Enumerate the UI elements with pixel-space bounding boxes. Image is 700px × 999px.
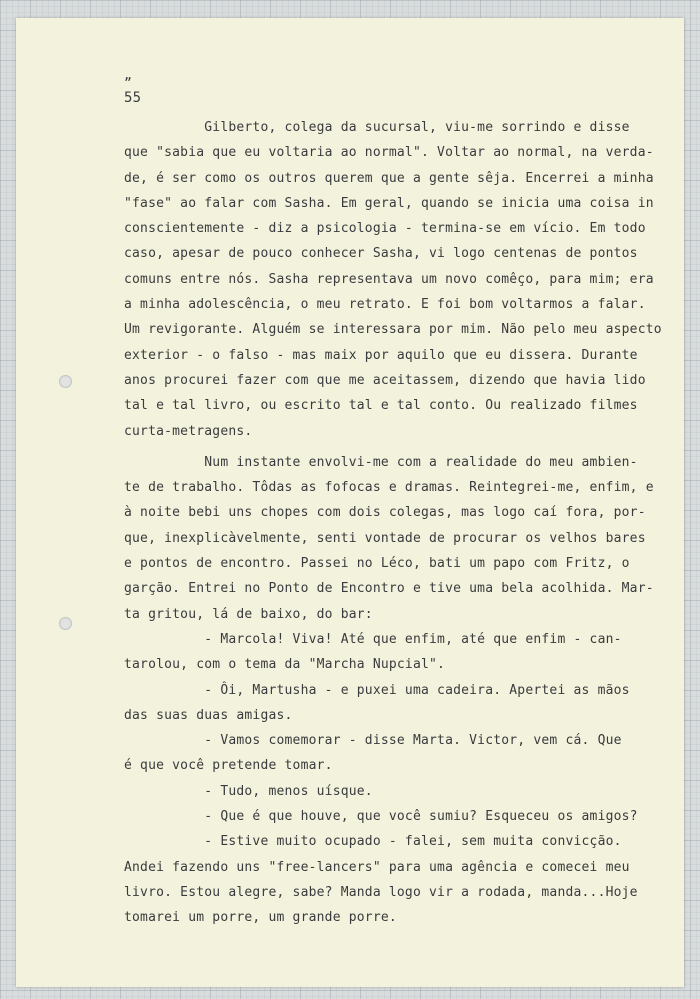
punch-hole-lower [59,617,72,630]
text-line: comuns entre nós. Sasha representava um novo comêço, para mim; era [124,271,654,287]
text-line: das suas duas amigas. [124,707,293,723]
text-line: ta gritou, lá de baixo, do bar: [124,606,373,622]
text-line: - Que é que houve, que você sumiu? Esqueceu os amigos? [124,809,638,825]
punch-hole-upper [59,375,72,388]
text-line: livro. Estou alegre, sabe? Manda logo vir a rodada, manda...Hoje [124,884,638,900]
text-line: garção. Entrei no Ponto de Encontro e tive uma bela acolhida. Mar- [124,581,654,597]
text-line: "fase" ao falar com Sasha. Em geral, quando se inicia uma coisa in [124,195,654,211]
typed-text [124,68,662,936]
text-line: Gilberto, colega da sucursal, viu-me sorrindo e disse [124,120,630,135]
text-line: tarolou, com o tema da "Marcha Nupcial". [124,657,446,673]
text-line: tomarei um porre, um grande porre. [124,910,397,926]
text-line: de, é ser como os outros querem que a gente sêja. Encerrei a minha [124,170,654,186]
text-line: exterior - o falso - mas maix por aquilo que eu dissera. Durante [124,347,638,363]
text-line: conscientemente - diz a psicologia - termina-se em vício. Em todo [124,221,646,237]
text-line: a minha adolescência, o meu retrato. E foi bom voltarmos a falar. [124,297,646,313]
text-line: Um revigorante. Alguém se interessara por mim. Não pelo meu aspecto [124,322,662,338]
text-line: - Tudo, menos uísque. [124,783,373,799]
text-line: curta-metragens. [124,423,253,439]
text-line: Num instante envolvi-me com a realidade do meu ambien- [124,454,638,470]
text-line: - Ôi, Martusha - e puxei uma cadeira. Apertei as mãos [124,682,630,698]
text-line: anos procurei fazer com que me aceitassem, dizendo que havia lido [124,372,646,388]
text-line: e pontos de encontro. Passei no Léco, bati um papo com Fritz, o [124,556,630,572]
top-mark: „ [124,68,133,83]
text-line: - Vamos comemorar - disse Marta. Victor, vem cá. Que [124,733,622,749]
text-line: - Marcola! Viva! Até que enfim, até que enfim - can- [124,631,622,647]
text-line: à noite bebi uns chopes com dois colegas, mas logo caí fora, por- [124,505,646,521]
text-line: te de trabalho. Tôdas as fofocas e dramas. Reintegrei-me, enfim, e [124,480,654,496]
text-line: que, inexplicàvelmente, senti vontade de procurar os velhos bares [124,530,646,546]
text-line: que "sabia que eu voltaria ao normal". Voltar ao normal, na verda- [124,145,654,161]
typed-page [16,18,684,987]
text-line: Andei fazendo uns "free-lancers" para uma agência e comecei meu [124,859,630,875]
text-line: tal e tal livro, ou escrito tal e tal conto. Ou realizado filmes [124,398,638,414]
text-line: caso, apesar de pouco conhecer Sasha, vi logo centenas de pontos [124,246,638,262]
page-number: 55 [124,90,142,106]
text-line: é que você pretende tomar. [124,758,333,774]
text-line: - Estive muito ocupado - falei, sem muita convicção. [124,834,622,850]
